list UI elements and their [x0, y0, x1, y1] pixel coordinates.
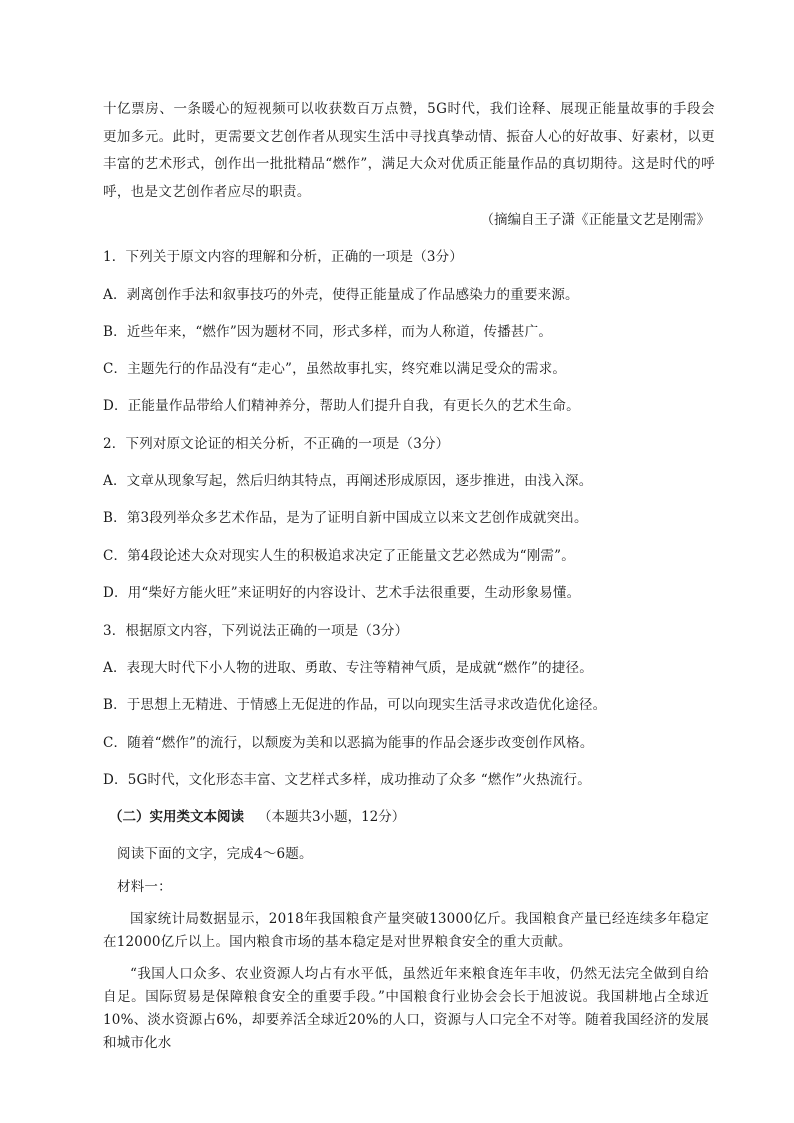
question-3-option-d: D．5G时代，文化形态丰富、文艺样式多样，成功推动了众多 “燃作”火热流行。 — [103, 772, 591, 788]
question-3-option-a: A．表现大时代下小人物的进取、勇敢、专注等精神气质，是成就“燃作”的捷径。 — [103, 660, 593, 676]
section-instruction: 阅读下面的文字，完成4～6题。 — [117, 846, 313, 862]
question-1-option-b: B．近些年来，“燃作”因为题材不同，形式多样，而为人称道，传播甚广。 — [103, 324, 553, 340]
source-citation: （摘编自王子潇《正能量文艺是刚需》 — [480, 212, 710, 228]
question-2-option-c: C．第4段论述大众对现实人生的积极追求决定了正能量文艺必然成为“刚需”。 — [103, 548, 575, 564]
question-1-option-c: C．主题先行的作品没有“走心”，虽然故事扎实，终究难以满足受众的需求。 — [103, 361, 567, 377]
section-heading — [109, 806, 405, 828]
material-label: 材料一： — [117, 879, 172, 895]
question-1-option-d: D．正能量作品带给人们精神养分，帮助人们提升自我，有更长久的艺术生命。 — [103, 398, 580, 414]
question-2-option-b: B．第3段列举众多艺术作品，是为了证明自新中国成立以来文艺创作成就突出。 — [103, 510, 588, 526]
question-2-option-d: D．用“柴好方能火旺”来证明好的内容设计、艺术手法很重要，生动形象易懂。 — [103, 585, 581, 601]
material-paragraph-2: “我国人口众多、农业资源人均占有水平低，虽然近年来粮食连年丰收，仍然无法完全做到自给自足。国际贸易是保障粮食安全的重要手段。”中国粮食行业协会会长于旭波说。我国耕地占全球近10%、淡水资源占6%，却要养活全球近20%的人口，资源与人口完全不对等。随着我国经济的发展和城市化水 — [103, 966, 709, 1051]
question-2-option-a: A．文章从现象写起，然后归纳其特点，再阐述形成原因，逐步推进，由浅入深。 — [103, 473, 593, 489]
material-paragraph-1: 国家统计局数据显示，2018年我国粮食产量突破13000亿斤。我国粮食产量已经连续多年稳定在12000亿斤以上。国内粮食市场的基本稳定是对世界粮食安全的重大贡献。 — [103, 911, 709, 950]
question-3-option-c: C．随着“燃作”的流行，以颓废为美和以恶搞为能事的作品会逐步改变创作风格。 — [103, 735, 594, 751]
question-3-option-b: B．于思想上无精进、于情感上无促进的作品，可以向现实生活寻求改造优化途径。 — [103, 697, 607, 713]
question-1-stem: 1．下列关于原文内容的理解和分析，正确的一项是（3分） — [103, 249, 464, 265]
question-2-stem: 2．下列对原文论证的相关分析，不正确的一项是（3分） — [103, 436, 450, 452]
section-title: （二）实用类文本阅读 — [109, 809, 244, 825]
question-1-option-a: A．剥离创作手法和叙事技巧的外壳，使得正能量成了作品感染力的重要来源。 — [103, 287, 579, 303]
intro-paragraph: 十亿票房、一条暖心的短视频可以收获数百万点赞，5G时代，我们诠释、展现正能量故事的手段会更加多元。此时，更需要文艺创作者从现实生活中寻找真挚动情、振奋人心的好故事、好素材，以更丰富的艺术形式，创作出一批批精品“燃作”，满足大众对优质正能量作品的真切期待。这是时代的呼呼，也是文艺创作者应尽的职责。 — [103, 101, 715, 200]
question-3-stem: 3．根据原文内容，下列说法正确的一项是（3分） — [103, 623, 409, 639]
section-note: （本题共3小题，12分） — [258, 809, 406, 825]
